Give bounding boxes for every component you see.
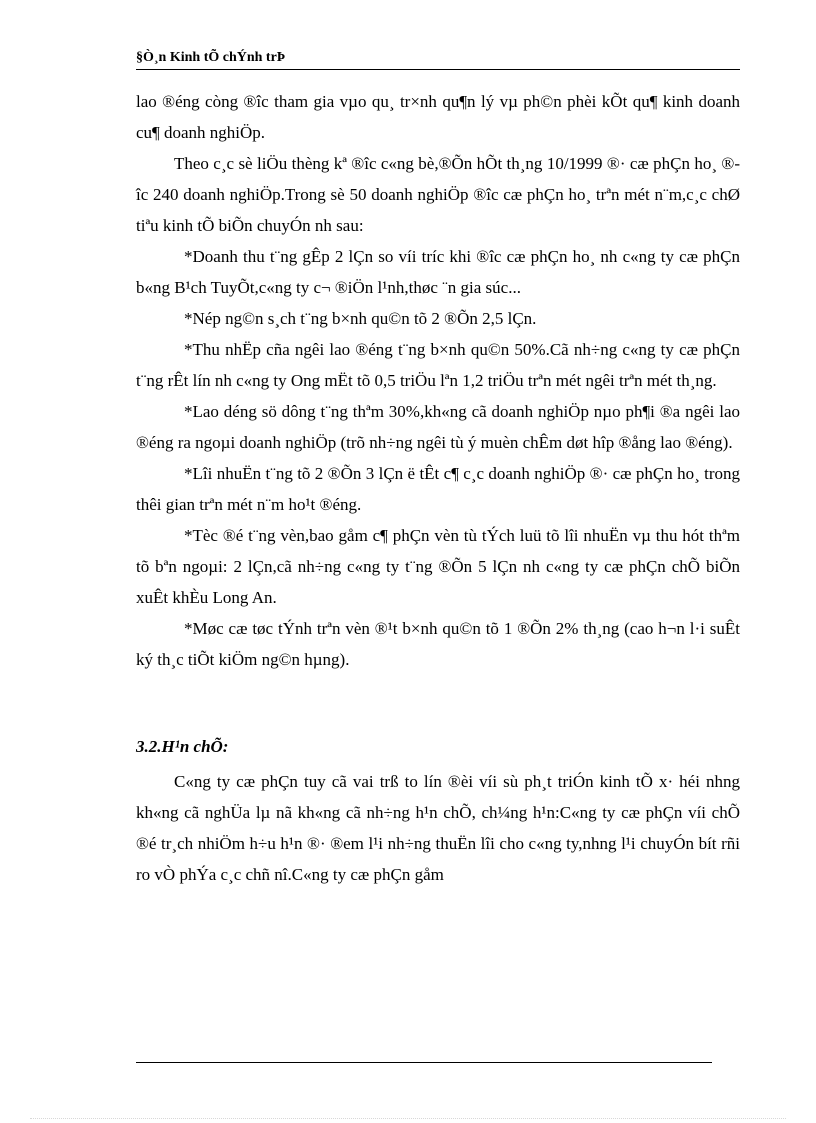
list-item-income: *Thu nhËp cña ngêi lao ®éng t¨ng b×nh qu©n 50%.Cã nh÷ng c«ng ty cæ phÇn t¨ng rÊt lín nh c«ng ty Ong mËt tõ 0,5 triÖu lªn 1,2 triÖu trªn mét ngêi trªn mét th¸ng.	[136, 340, 740, 390]
header-title: §Ò¸n Kinh tÕ chÝnh trÞ	[136, 50, 286, 65]
list-item-capital: *Tèc ®é t¨ng vèn,bao gåm c¶ phÇn vèn tù tÝch luü tõ lîi nhuËn vµ thu hót thªm tõ bªn ngoµi: 2 lÇn,cã nh÷ng c«ng ty t¨ng ®Õn 5 lÇn nh c«ng ty cæ phÇn chÕ biÕn xuÊt khÈu Long An.	[136, 526, 740, 607]
list-item-budget: *Nép ng©n s¸ch t¨ng b×nh qu©n tõ 2 ®Õn 2,5 lÇn.	[184, 309, 537, 328]
list-item-profit: *Lîi nhuËn t¨ng tõ 2 ®Õn 3 lÇn ë tÊt c¶ c¸c doanh nghiÖp ®· cæ phÇn ho¸ trong thêi gian trªn mét n¨m ho¹t ®éng.	[136, 464, 740, 514]
list-item-labor: *Lao déng sö dông t¨ng thªm 30%,kh«ng cã doanh nghiÖp nµo ph¶i ®a ngêi lao ®éng ra ngoµi doanh nghiÖp (trõ nh÷ng ngêi tù ý muèn chÊm døt hîp ®ång lao ®éng).	[136, 402, 740, 452]
page-edge-divider	[30, 1118, 786, 1119]
running-header	[136, 50, 740, 70]
section-heading: 3.2.H¹n chÕ:	[136, 737, 229, 756]
footer-rule	[136, 1062, 712, 1063]
paragraph-continuation: lao ®éng còng ®îc tham gia vµo qu¸ tr×nh qu¶n lý vµ ph©n phèi kÕt qu¶ kinh doanh cu¶ doanh nghiÖp.	[136, 92, 740, 142]
document-body	[136, 86, 740, 890]
list-item-revenue: *Doanh thu t¨ng gÊp 2 lÇn so víi tríc khi ®îc cæ phÇn ho¸ nh c«ng ty cæ phÇn b«ng B¹ch TuyÕt,c«ng ty c¬ ®iÖn l¹nh,thøc ¨n gia súc...	[136, 247, 740, 297]
paragraph-intro: Theo c¸c sè liÖu thèng kª ®îc c«ng bè,®Õn hÕt th¸ng 10/1999 ®· cæ phÇn ho¸ ®îc 240 doanh nghiÖp.Trong sè 50 doanh nghiÖp ®îc cæ phÇn ho¸ trªn mét n¨m,c¸c chØ tiªu kinh tÕ biÕn chuyÓn nh sau:	[136, 154, 740, 235]
list-item-dividend: *Møc cæ tøc tÝnh trªn vèn ®¹t b×nh qu©n tõ 1 ®Õn 2% th¸ng (cao h¬n l·i suÊt ký th¸c tiÕt kiÖm ng©n hµng).	[136, 619, 740, 669]
section-paragraph: C«ng ty cæ phÇn tuy cã vai trß to lín ®èi víi sù ph¸t triÓn kinh tÕ x· héi nhng kh«ng cã nghÜa lµ nã kh«ng cã nh÷ng h¹n chÕ, ch¼ng h¹n:C«ng ty cæ phÇn víi chÕ ®é tr¸ch nhiÖm h÷u h¹n ®· ®em l¹i nh÷ng thuËn lîi cho c«ng ty,nhng l¹i chuyÓn bít rñi ro vÒ phÝa c¸c chñ nî.C«ng ty cæ phÇn gåm	[136, 772, 740, 884]
